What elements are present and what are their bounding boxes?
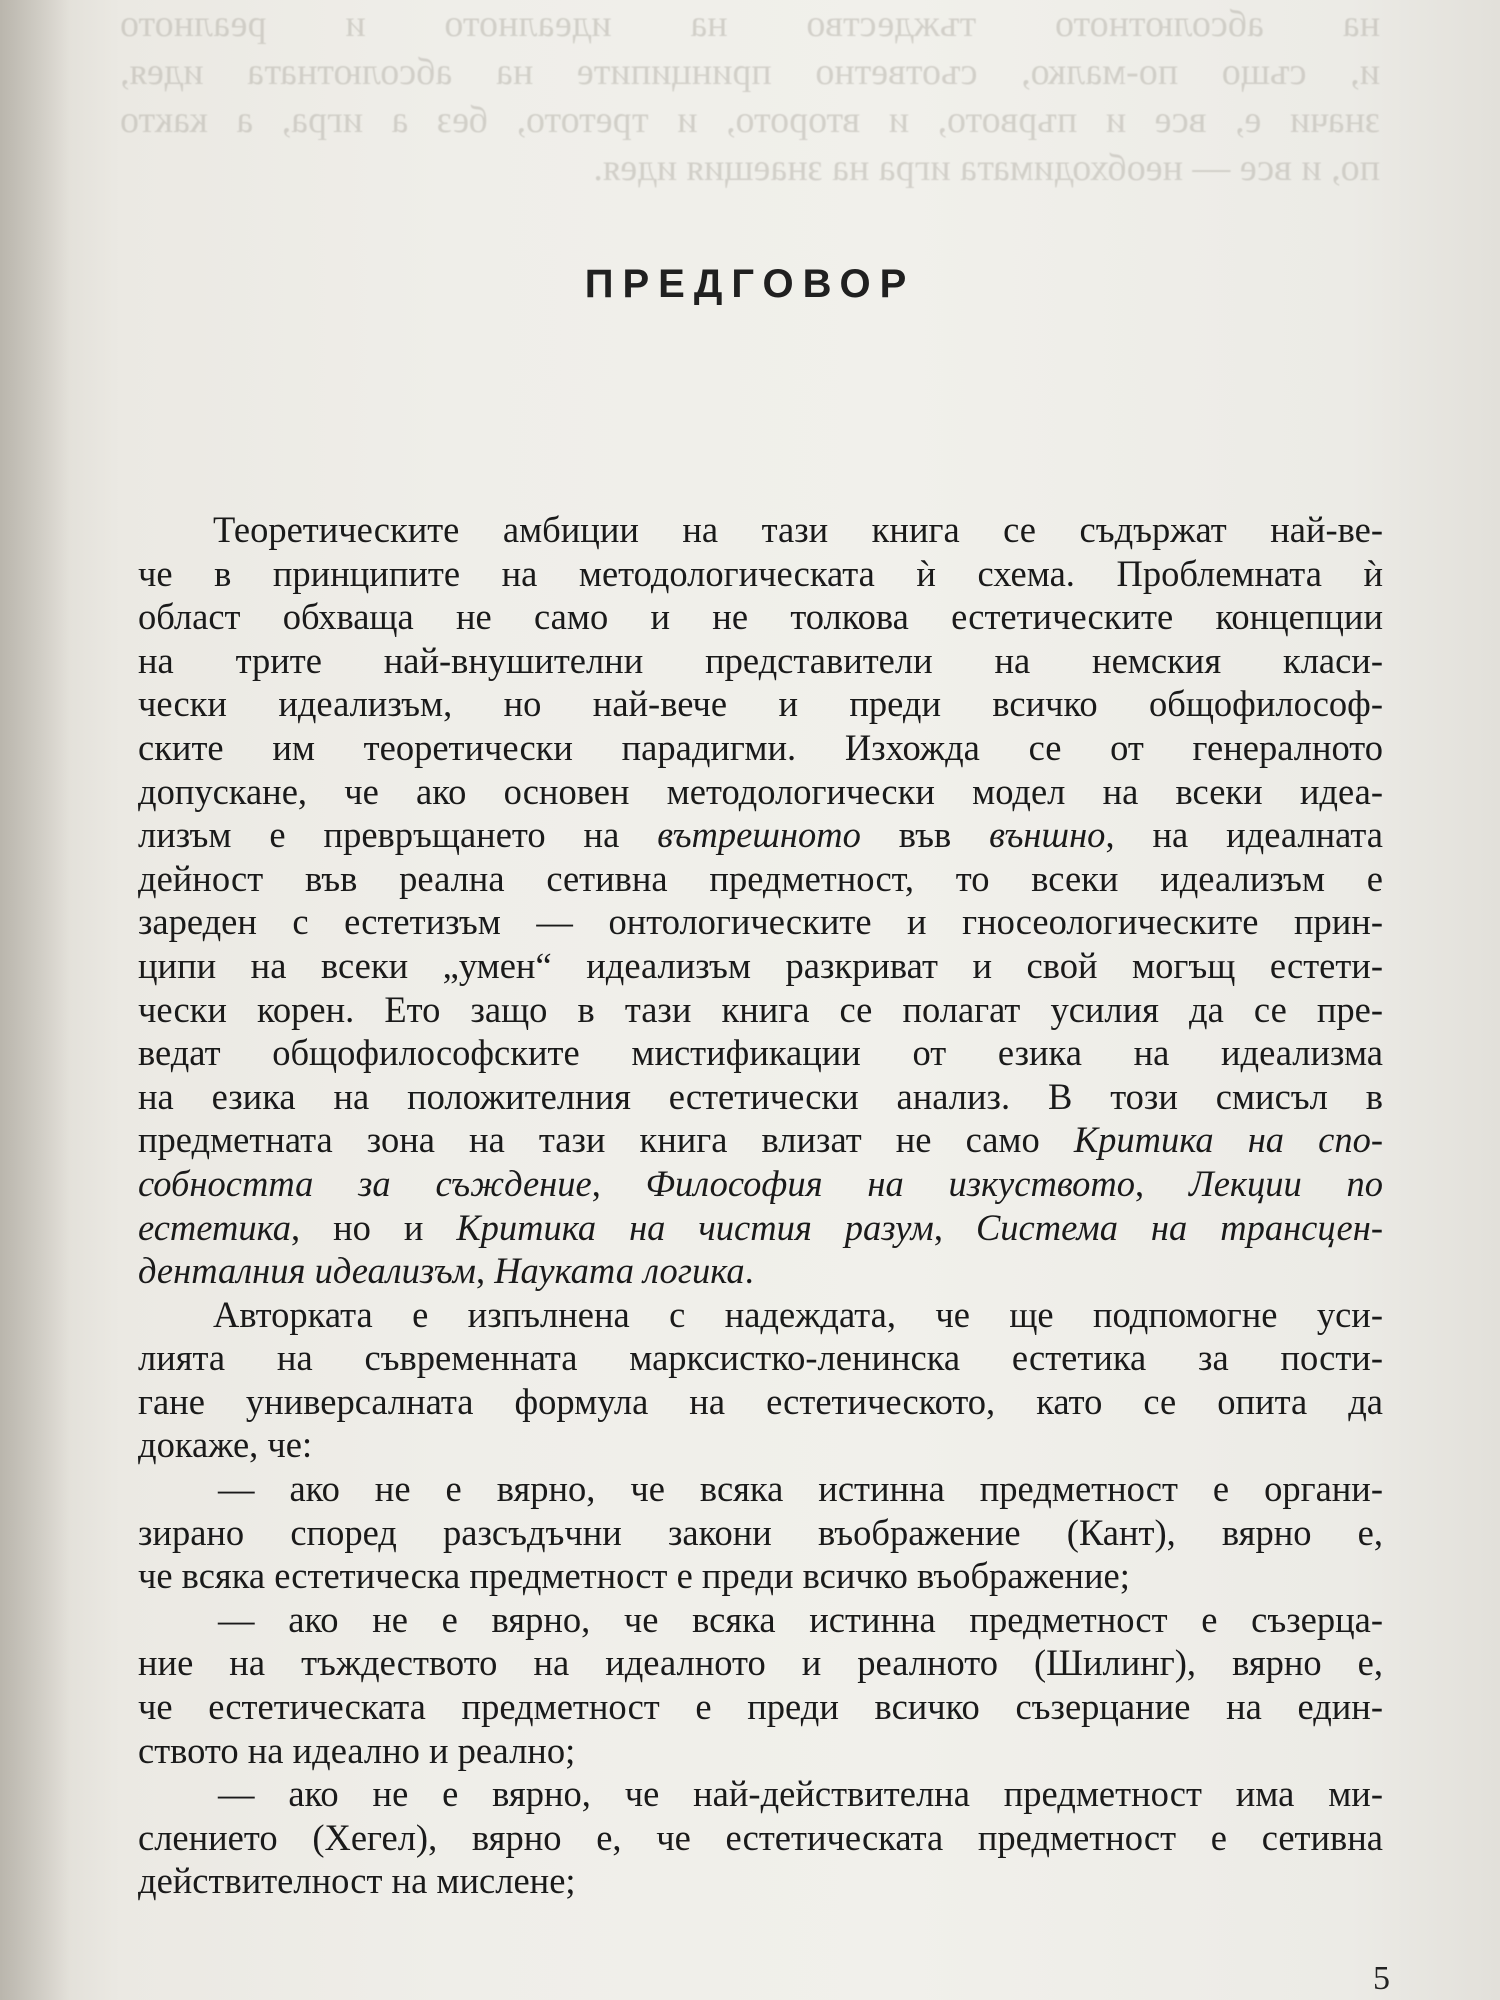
text-line (138, 1380, 1383, 1424)
text-run: лията на съвременната марксистко-ленинска естетика за пости- (138, 1337, 1383, 1379)
text-line (138, 726, 1383, 770)
text-run: че всяка естетическа предметност е преди всичко въображение; (138, 1555, 1130, 1597)
text-run: на трите най-внушителни представители на немския класи- (138, 639, 1383, 681)
text-line (138, 1249, 1383, 1293)
text-run: ството на идеално и реално; (138, 1729, 576, 1771)
text-run: във (860, 814, 990, 856)
text-run: — ако не е вярно, че всяка истинна предметност е съзерца- (218, 1598, 1383, 1640)
text-run: ние на тъждеството на идеалното и реалното (Шилинг), вярно е, (138, 1642, 1383, 1684)
text-line (138, 1772, 1383, 1816)
text-line (138, 1206, 1383, 1250)
text-run: — ако не е вярно, че всяка истинна предметност е органи- (218, 1468, 1383, 1510)
text-line (138, 1118, 1383, 1162)
text-line (138, 770, 1383, 814)
paragraph (138, 508, 1383, 1293)
text-line (138, 1598, 1383, 1642)
text-run: чески идеализъм, но най-вече и преди всичко общофилософ- (138, 683, 1383, 725)
italic-title: Лекции по (1188, 1162, 1384, 1204)
text-run: допускане, че ако основен методологически модел на всеки идеа- (138, 770, 1383, 812)
text-run: чески корен. Ето защо в тази книга се полагат усилия да се пре- (138, 988, 1383, 1030)
text-run: , (475, 1250, 495, 1292)
text-line (138, 1859, 1383, 1903)
text-line (138, 944, 1383, 988)
bleed-through-line: по, и все — необходимата игра на знаещия идея. (593, 147, 1380, 189)
text-run: гане универсалната формула на естетическото, като се опита да (138, 1380, 1383, 1422)
text-line (138, 682, 1383, 726)
text-run: , (1135, 1162, 1189, 1204)
text-run: , (933, 1206, 976, 1248)
italic-title: собността за съждение (138, 1162, 592, 1204)
text-run: . (744, 1250, 754, 1292)
text-line (138, 1075, 1383, 1119)
text-run: област обхваща не само и не толкова естетическите концепции (138, 596, 1383, 638)
italic-title: денталния идеализъм (138, 1250, 476, 1292)
text-line (138, 1685, 1383, 1729)
text-run: , (591, 1162, 646, 1204)
text-line (138, 1729, 1383, 1773)
bleed-through-line: на абсолютното тъждество на идеалното и реалното (120, 3, 1380, 45)
text-run: , но и (291, 1206, 457, 1248)
text-line (138, 1162, 1383, 1206)
text-line (138, 639, 1383, 683)
text-run: предметната зона на тази книга влизат не само (138, 1119, 1074, 1161)
text-run: Авторката е изпълнена с надеждата, че ще подпомогне уси- (213, 1293, 1383, 1335)
text-line (138, 813, 1383, 857)
paragraph (138, 1598, 1383, 1772)
text-run: ведат общофилософските мистификации от езика на идеализма (138, 1032, 1383, 1074)
text-run: на езика на положителния естетически анализ. В този смисъл в (138, 1075, 1383, 1117)
text-line (138, 1423, 1383, 1467)
page-title: ПРЕДГОВОР (584, 262, 916, 306)
text-line (138, 1641, 1383, 1685)
text-line (138, 508, 1383, 552)
text-line (138, 988, 1383, 1032)
text-line (138, 552, 1383, 596)
italic-title: Критика на чистия разум (456, 1206, 934, 1248)
text-run: ските им теоретически парадигми. Изхожда се от генералното (138, 726, 1383, 768)
text-run: че естетическата предметност е преди всичко съзерцание на един- (138, 1686, 1383, 1728)
italic-title: естетика (138, 1206, 292, 1248)
text-run: ципи на всеки „умен“ идеализъм разкриват и свой могъщ естети- (138, 944, 1383, 986)
text-line (138, 1511, 1383, 1555)
text-line (138, 1031, 1383, 1075)
text-line (138, 1816, 1383, 1860)
italic-title: вътрешното (657, 814, 861, 856)
text-run: действителност на мислене; (138, 1860, 576, 1902)
text-line (138, 900, 1383, 944)
italic-title: Философия на изкуството (645, 1162, 1136, 1204)
text-line (138, 595, 1383, 639)
text-run: , на идеалната (1105, 814, 1383, 856)
italic-title: Система на трансцен- (975, 1206, 1384, 1248)
bleed-through-line: и, също по-малко, съответно принципите на абсолютната идея, (120, 51, 1380, 93)
text-run: зареден с естетизъм — онтологическите и гносеологическите прин- (138, 901, 1383, 943)
paragraph (138, 1772, 1383, 1903)
text-line (138, 1467, 1383, 1511)
text-run: дейност във реална сетивна предметност, то всеки идеализъм е (138, 857, 1383, 899)
body-text (138, 508, 1383, 1903)
text-line (138, 1293, 1383, 1337)
italic-title: външно (989, 814, 1106, 856)
text-run: зирано според разсъдъчни закони въображение (Кант), вярно е, (138, 1511, 1383, 1553)
paragraph (138, 1293, 1383, 1467)
text-run: — ако не е вярно, че най-действителна предметност има ми- (218, 1773, 1383, 1815)
text-run: докаже, че: (138, 1424, 313, 1466)
paragraph (138, 1467, 1383, 1598)
bleed-through-text (120, 0, 1380, 190)
bleed-through-line: значи е, все и първото, и второто, и третото, без а игра, а както (120, 99, 1380, 141)
text-run: слението (Хегел), вярно е, че естетическата предметност е сетивна (138, 1816, 1383, 1858)
text-run: лизъм е превръщането на (138, 814, 658, 856)
page-number: 5 (1373, 1960, 1390, 1997)
text-run: че в принципите на методологическата ѝ схема. Проблемната ѝ (138, 552, 1383, 594)
text-run: Теоретическите амбиции на тази книга се съдържат най-ве- (213, 509, 1383, 550)
text-line (138, 857, 1383, 901)
italic-title: Науката логика (494, 1250, 745, 1292)
italic-title: Критика на спо- (1073, 1119, 1383, 1161)
text-line (138, 1554, 1383, 1598)
text-line (138, 1336, 1383, 1380)
